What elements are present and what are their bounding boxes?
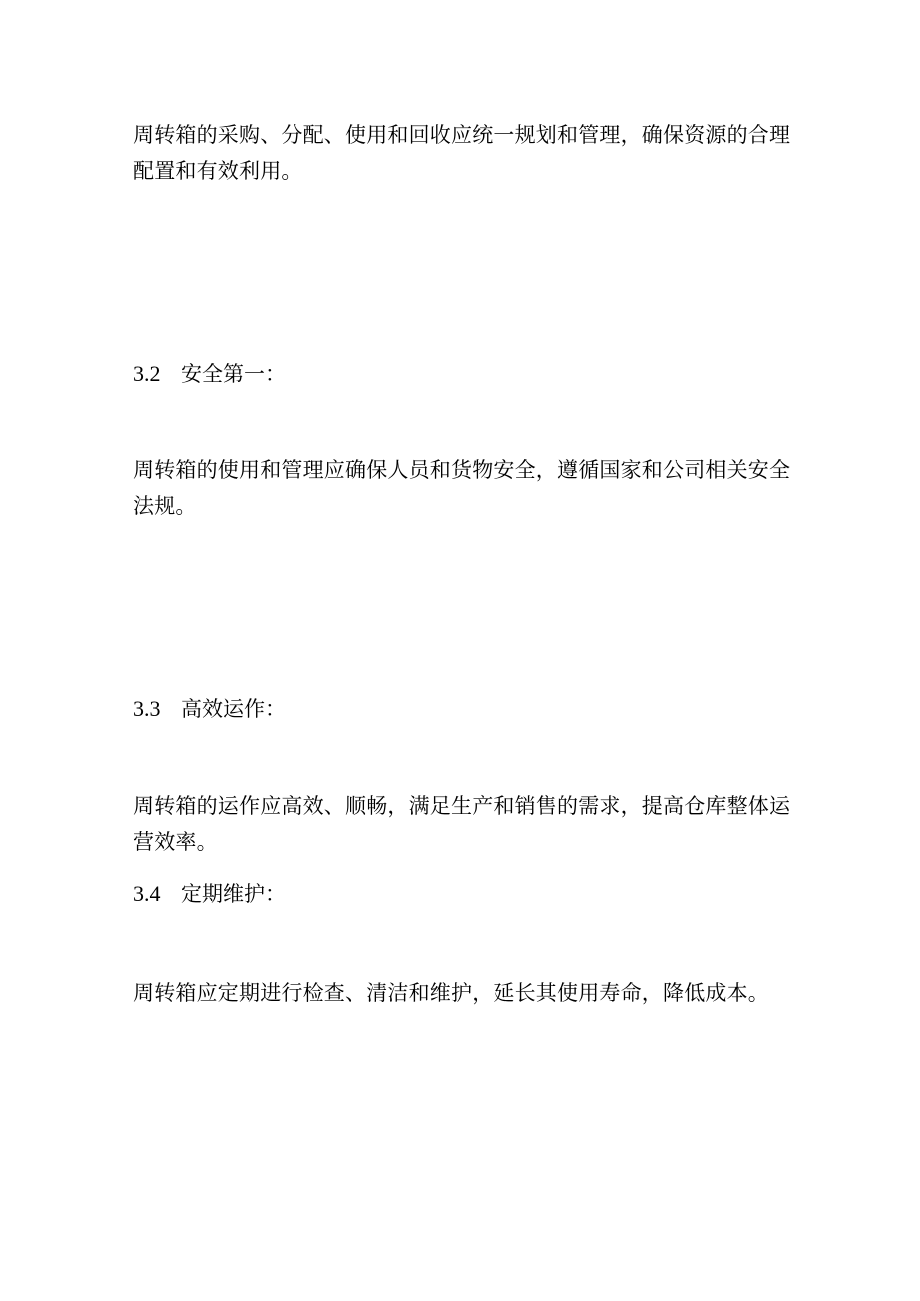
section-title: 安全第一： <box>181 362 286 386</box>
paragraph-resource-management: 周转箱的采购、分配、使用和回收应统一规划和管理，确保资源的合理配置和有效利用。 <box>133 123 791 183</box>
section-number: 3.2 <box>133 361 161 386</box>
paragraph-safety: 周转箱的使用和管理应确保人员和货物安全，遵循国家和公司相关安全法规。 <box>133 458 791 518</box>
paragraph-maintenance: 周转箱应定期进行检查、清洁和维护，延长其使用寿命，降低成本。 <box>133 981 769 1005</box>
section-heading-3-3 <box>133 695 286 723</box>
section-number: 3.3 <box>133 696 161 721</box>
section-heading-3-4 <box>133 880 286 908</box>
paragraph-efficiency: 周转箱的运作应高效、顺畅，满足生产和销售的需求，提高仓库整体运营效率。 <box>133 794 791 854</box>
section-heading-3-2 <box>133 360 286 388</box>
section-title: 定期维护： <box>181 882 286 906</box>
section-number: 3.4 <box>133 881 161 906</box>
section-title: 高效运作： <box>181 697 286 721</box>
